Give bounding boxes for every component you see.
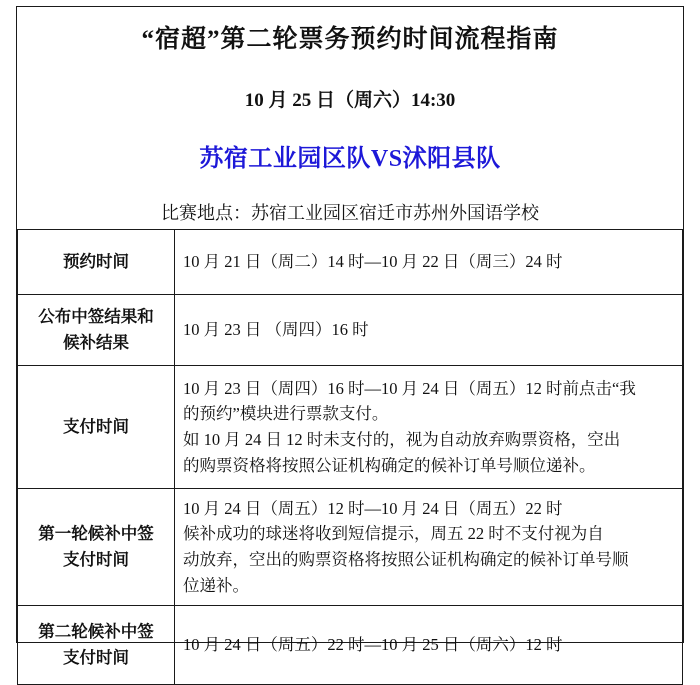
row-content-first-waitlist-payment: [175, 489, 683, 606]
label-line: 支付时间: [63, 648, 129, 667]
table-row: [18, 489, 683, 606]
row-content-second-waitlist-payment: [175, 606, 683, 685]
schedule-table: [17, 229, 683, 685]
row-content-reservation-time: [175, 230, 683, 295]
label-line: 第二轮候补中签: [38, 622, 154, 642]
label-line: 公布中签结果和: [38, 307, 154, 327]
page-title: “宿超”第二轮票务预约时间流程指南: [141, 26, 559, 53]
row-label-results-announcement: [18, 295, 175, 366]
content-line: 动放弃，空出的购票资格将按照公证机构确定的候补订单号顺: [183, 550, 629, 569]
row-label-first-waitlist-payment: [18, 489, 175, 606]
match-teams: 苏宿工业园区队VS沭阳县队: [199, 146, 501, 172]
content-line: 10 月 23 日 （周四）16 时: [183, 320, 369, 340]
label-line: 候补结果: [63, 333, 129, 352]
content-line: 10 月 21 日（周二）14 时—10 月 22 日（周三）24 时: [183, 252, 563, 272]
row-content-payment-time: [175, 366, 683, 489]
match-datetime: 10 月 25 日（周六）14:30: [244, 90, 456, 111]
table-row: [18, 295, 683, 366]
content-line: 10 月 24 日（周五）22 时—10 月 25 日（周六）12 时: [183, 635, 563, 655]
content-line: 如 10 月 24 日 12 时未支付的，视为自动放弃购票资格，空出: [183, 430, 621, 449]
table-row: [18, 606, 683, 685]
row-label-reservation-time: 预约时间: [18, 230, 175, 295]
row-label-payment-time: 支付时间: [18, 366, 175, 489]
label-line: 第一轮候补中签: [38, 524, 154, 544]
content-line: 候补成功的球迷将收到短信提示，周五 22 时不支付视为自: [183, 524, 604, 544]
match-venue: 比赛地点：苏宿工业园区宿迁市苏州外国语学校: [161, 203, 539, 223]
row-content-results-announcement: [175, 295, 683, 366]
content-line: 10 月 23 日（周四）16 时—10 月 24 日（周五）12 时前点击“我: [183, 378, 636, 398]
row-label-second-waitlist-payment: [18, 606, 175, 685]
content-line: 位递补。: [183, 575, 249, 595]
content-line: 10 月 24 日（周五）12 时—10 月 24 日（周五）22 时: [183, 498, 563, 518]
content-line: 的预约”模块进行票款支付。: [183, 404, 389, 424]
label-line: 支付时间: [63, 550, 129, 569]
table-row: [18, 366, 683, 489]
document-header: [17, 7, 683, 229]
table-row: [18, 230, 683, 295]
content-line: 的购票资格将按照公证机构确定的候补订单号顺位递补。: [183, 455, 596, 475]
